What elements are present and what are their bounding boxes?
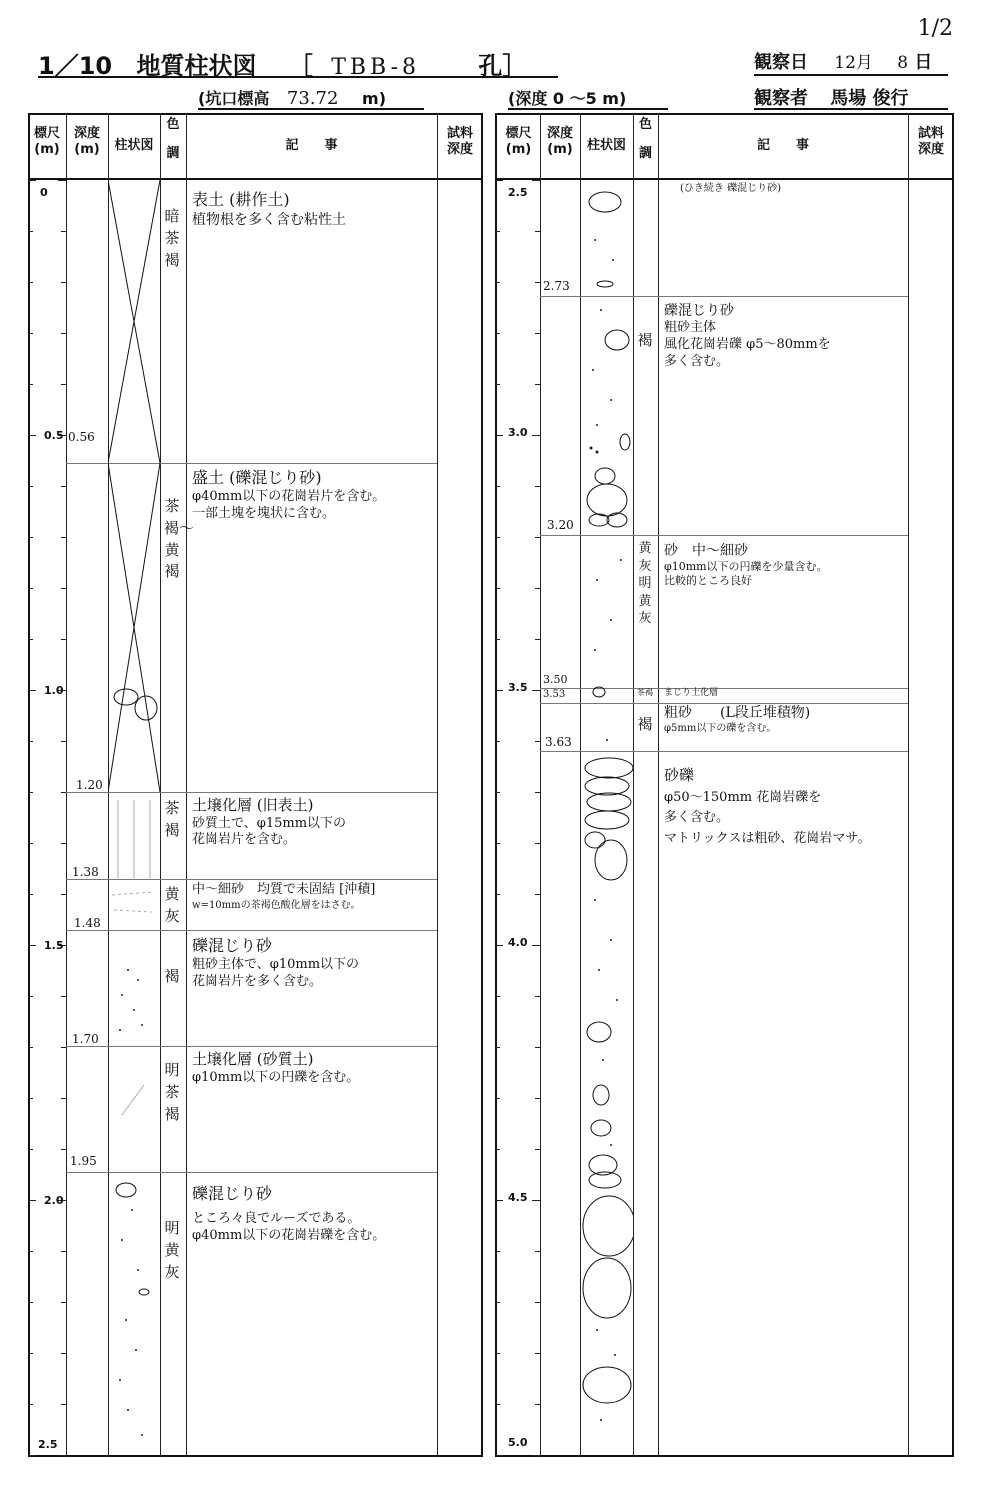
right-notes-0 <box>680 182 904 195</box>
left-color-0: 暗茶褐 <box>164 207 180 269</box>
left-col-divider-5 <box>437 113 438 1457</box>
observation-month: 12月 <box>834 53 873 73</box>
scale-tick <box>28 486 33 487</box>
note-line: 比較的ところ良好 <box>664 574 752 588</box>
scale-tick <box>532 1455 540 1456</box>
collar-underline <box>198 108 424 110</box>
scale-tick <box>61 537 66 538</box>
scale-tick <box>61 1302 66 1303</box>
scale-tick <box>28 690 36 691</box>
scale-tick <box>535 537 540 538</box>
left-depth-1-70: 1.70 <box>72 1032 99 1046</box>
right-tick-3-0: 3.0 <box>508 426 528 439</box>
scale-tick <box>495 690 503 691</box>
right-tick-2-5: 2.5 <box>508 186 528 199</box>
scale-tick <box>495 1047 500 1048</box>
note-line: 礫混じり砂 <box>664 303 734 319</box>
left-header-column: 柱状図 <box>114 138 154 153</box>
scale-tick <box>495 180 503 181</box>
scale-tick <box>61 996 66 997</box>
observation-date-label: 観察日 <box>754 52 808 73</box>
scale-tick <box>535 741 540 742</box>
scale-tick <box>535 1251 540 1252</box>
note-line: マトリックスは粗砂、花崗岩マサ。 <box>664 831 871 847</box>
left-notes-5 <box>192 1050 432 1086</box>
left-depth-1-48: 1.48 <box>74 916 101 930</box>
note-line: 粗砂 (L段丘堆積物) <box>664 705 811 721</box>
scale-tick <box>28 1098 33 1099</box>
scale-tick <box>535 1098 540 1099</box>
note-line: 表土 (耕作土) <box>192 190 290 209</box>
right-column-graphic <box>581 180 633 1456</box>
observation-day: 8 <box>897 53 909 73</box>
left-notes-2 <box>192 796 432 849</box>
scale-tick <box>535 1353 540 1354</box>
scale-tick <box>28 639 33 640</box>
scale-tick <box>28 231 33 232</box>
scale-tick <box>532 1200 540 1201</box>
left-tick-2-5: 2.5 <box>38 1438 58 1451</box>
left-header-color: 色 調 <box>166 117 180 161</box>
note-line: 多く含む。 <box>664 353 730 369</box>
title-scale: 1／10 <box>38 52 113 80</box>
right-notes-5 <box>664 766 904 848</box>
left-header-scale: 標尺 (m) <box>33 126 60 157</box>
note-line: まじり土化層 <box>664 688 719 698</box>
scale-tick <box>495 1302 500 1303</box>
collar-unit: m) <box>362 89 386 108</box>
scale-tick <box>495 588 500 589</box>
scale-tick <box>28 741 33 742</box>
scale-tick <box>495 282 500 283</box>
left-tick-0-5: 0.5 <box>44 429 64 442</box>
title-bracket: ［ <box>288 52 313 80</box>
collar-label: (坑口標高 <box>198 89 270 108</box>
hole-id: TBB-8 <box>331 55 421 80</box>
scale-tick <box>61 741 66 742</box>
scale-tick <box>495 741 500 742</box>
scale-tick <box>28 1404 33 1405</box>
scale-tick <box>28 537 33 538</box>
note-line: 砂質土で、φ15mm以下の <box>192 815 347 831</box>
depth-range: (深度 0 ～5 m) <box>508 89 627 108</box>
scale-tick <box>495 1251 500 1252</box>
note-line: 風化花崗岩礫 φ5〜80mmを <box>664 337 831 353</box>
scale-tick <box>61 588 66 589</box>
right-col-divider-4 <box>658 113 659 1457</box>
note-line: 土壌化層 (砂質土) <box>192 1050 314 1068</box>
scale-tick <box>535 639 540 640</box>
left-depth-1-95: 1.95 <box>70 1154 97 1168</box>
scale-tick <box>532 435 540 436</box>
scale-tick <box>28 333 33 334</box>
right-notes-4 <box>664 704 904 735</box>
scale-tick <box>58 180 66 181</box>
range-underline <box>508 108 668 110</box>
left-header-divider <box>28 178 483 180</box>
right-depth-3-53: 3.53 <box>543 689 566 700</box>
scale-tick <box>535 792 540 793</box>
left-color-5: 明茶褐 <box>164 1061 180 1123</box>
scale-tick <box>28 588 33 589</box>
left-color-1: 茶褐〜黄褐 <box>164 497 195 581</box>
scale-tick <box>28 1353 33 1354</box>
scale-tick <box>495 1404 500 1405</box>
scale-tick <box>532 945 540 946</box>
scale-tick <box>495 384 500 385</box>
left-col-divider-1 <box>66 113 67 1457</box>
note-line: 礫混じり砂 <box>192 1184 273 1203</box>
note-line: 砂礫 <box>664 766 695 784</box>
scale-tick <box>61 1251 66 1252</box>
left-col-divider-4 <box>186 113 187 1457</box>
left-col-divider-3 <box>160 113 161 1457</box>
scale-tick <box>61 1047 66 1048</box>
scale-tick <box>535 843 540 844</box>
right-header-sample: 試料 深度 <box>917 126 944 157</box>
scale-tick <box>28 1047 33 1048</box>
left-tick-2-0: 2.0 <box>44 1194 64 1207</box>
right-color-4: 褐 <box>637 715 653 733</box>
right-tick-4-5: 4.5 <box>508 1191 528 1204</box>
left-notes-4 <box>192 936 432 991</box>
scale-tick <box>495 945 503 946</box>
note-line: (ひき続き 礫混じり砂) <box>680 183 781 194</box>
note-line: 花崗岩片を多く含む。 <box>192 973 323 989</box>
right-header-color: 色 調 <box>638 117 652 161</box>
scale-tick <box>61 843 66 844</box>
left-header-depth: 深度 (m) <box>73 126 100 157</box>
right-tick-3-5: 3.5 <box>508 681 528 694</box>
scale-tick <box>28 996 33 997</box>
scale-tick <box>495 1098 500 1099</box>
right-col-divider-5 <box>908 113 909 1457</box>
scale-tick <box>28 1302 33 1303</box>
right-notes-1 <box>664 302 904 371</box>
scale-tick <box>61 231 66 232</box>
scale-tick <box>58 1455 66 1456</box>
right-color-3: 茶褐 <box>637 688 653 697</box>
scale-tick <box>28 1251 33 1252</box>
scale-tick <box>535 282 540 283</box>
right-notes-3 <box>664 688 904 700</box>
title-name: 地質柱状図 <box>136 52 257 80</box>
observer <box>754 84 909 110</box>
observation-date <box>754 48 932 75</box>
scale-tick <box>495 1149 500 1150</box>
note-line: φ10mm以下の円礫を含む。 <box>192 1069 360 1085</box>
scale-tick <box>28 1455 36 1456</box>
scale-tick <box>28 945 36 946</box>
date-underline <box>754 74 948 76</box>
scale-tick <box>535 333 540 334</box>
scale-tick <box>28 282 33 283</box>
right-depth-3-50: 3.50 <box>543 673 568 686</box>
observer-underline <box>754 108 948 110</box>
right-depth-2-73: 2.73 <box>543 279 570 293</box>
scale-tick <box>495 486 500 487</box>
note-line: 砂 中〜細砂 <box>664 543 748 559</box>
scale-tick <box>535 1149 540 1150</box>
right-header-column: 柱状図 <box>586 138 626 153</box>
left-tick-1-0: 1.0 <box>44 684 64 697</box>
scale-tick <box>28 384 33 385</box>
scale-tick <box>61 639 66 640</box>
scale-tick <box>28 180 36 181</box>
scale-tick <box>535 1047 540 1048</box>
left-notes-0 <box>192 190 432 229</box>
left-tick-1-5: 1.5 <box>44 939 64 952</box>
scale-tick <box>61 1098 66 1099</box>
hole-suffix: 孔］ <box>478 52 527 80</box>
left-depth-1-20: 1.20 <box>76 778 103 792</box>
note-line: 中〜細砂 均質で未固結 [沖積] <box>192 882 376 897</box>
note-line: 植物根を多く含む粘性土 <box>192 211 346 228</box>
scale-tick <box>495 843 500 844</box>
right-depth-3-20: 3.20 <box>547 518 574 532</box>
note-line: 盛土 (礫混じり砂) <box>192 468 322 487</box>
scale-tick <box>535 384 540 385</box>
scale-tick <box>61 894 66 895</box>
right-color-1: 褐 <box>637 331 653 349</box>
scale-tick <box>535 486 540 487</box>
scale-tick <box>532 180 540 181</box>
scale-tick <box>495 1455 503 1456</box>
left-color-6: 明黄灰 <box>164 1219 180 1281</box>
right-col-divider-3 <box>633 113 634 1457</box>
page-number: 1/2 <box>917 16 953 41</box>
scale-tick <box>61 282 66 283</box>
scale-tick <box>61 1149 66 1150</box>
note-line: φ40mm以下の花崗岩礫を含む。 <box>192 1227 386 1243</box>
scale-tick <box>495 1200 503 1201</box>
scale-tick <box>28 435 36 436</box>
right-header-notes: 記 事 <box>756 138 809 153</box>
note-line: φ10mm以下の円礫を少量含む。 <box>664 560 828 574</box>
scale-tick <box>535 996 540 997</box>
note-line: 礫混じり砂 <box>192 936 273 955</box>
right-tick-4-0: 4.0 <box>508 936 528 949</box>
scale-tick <box>28 1200 36 1201</box>
right-col-divider-1 <box>540 113 541 1457</box>
scale-tick <box>495 231 500 232</box>
note-line: 多く含む。 <box>664 810 730 826</box>
scale-tick <box>495 537 500 538</box>
scale-tick <box>535 894 540 895</box>
scale-tick <box>495 792 500 793</box>
right-tick-5-0: 5.0 <box>508 1436 528 1449</box>
scale-tick <box>495 435 503 436</box>
right-notes-2 <box>664 542 904 589</box>
note-line: 花崗岩片を含む。 <box>192 832 297 848</box>
left-column-graphic <box>108 180 160 1456</box>
left-color-4: 褐 <box>164 967 180 985</box>
observer-name: 馬場 俊行 <box>830 88 909 109</box>
scale-tick <box>495 894 500 895</box>
left-header-notes: 記 事 <box>285 138 338 153</box>
note-line: w=10mmの茶褐色酸化層をはさむ。 <box>192 899 361 911</box>
right-depth-3-63: 3.63 <box>545 735 572 749</box>
right-color-2: 黄灰明黄灰 <box>638 541 652 627</box>
right-header-depth: 深度 (m) <box>546 126 573 157</box>
left-notes-3 <box>192 882 436 912</box>
scale-tick <box>535 231 540 232</box>
scale-tick <box>61 486 66 487</box>
right-header-divider <box>495 178 954 180</box>
scale-tick <box>495 639 500 640</box>
note-line: 土壌化層 (旧表土) <box>192 796 314 814</box>
left-notes-1 <box>192 468 432 523</box>
scale-tick <box>28 843 33 844</box>
right-header-scale: 標尺 (m) <box>505 126 532 157</box>
scale-tick <box>61 384 66 385</box>
left-color-2: 茶褐 <box>164 799 180 839</box>
title-underline <box>38 76 558 78</box>
scale-tick <box>61 333 66 334</box>
note-line: φ5mm以下の礫を含む。 <box>664 723 777 735</box>
left-notes-6 <box>192 1184 432 1245</box>
left-depth-1-38: 1.38 <box>72 865 99 879</box>
left-tick-0: 0 <box>40 186 48 199</box>
scale-tick <box>28 792 33 793</box>
scale-tick <box>495 996 500 997</box>
note-line: 一部土塊を塊状に含む。 <box>192 505 336 521</box>
scale-tick <box>61 1404 66 1405</box>
note-line: φ50〜150mm 花崗岩礫を <box>664 789 822 805</box>
left-header-sample: 試料 深度 <box>446 126 473 157</box>
scale-tick <box>535 588 540 589</box>
scale-tick <box>28 1149 33 1150</box>
collar-value: 73.72 <box>286 88 339 109</box>
scale-tick <box>535 1302 540 1303</box>
note-line: ところ々良でルーズである。 <box>192 1210 361 1226</box>
observation-day-suffix: 日 <box>914 52 933 73</box>
note-line: 粗砂主体で、φ10mm以下の <box>192 956 360 972</box>
observer-label: 観察者 <box>754 88 808 109</box>
scale-tick <box>495 333 500 334</box>
note-line: 粗砂主体 <box>664 320 717 336</box>
scale-tick <box>535 1404 540 1405</box>
note-line: φ40mm以下の花崗岩片を含む。 <box>192 488 386 504</box>
left-depth-0-56: 0.56 <box>68 430 95 444</box>
scale-tick <box>61 1353 66 1354</box>
left-color-3: 黄灰 <box>164 885 180 925</box>
scale-tick <box>532 690 540 691</box>
scale-tick <box>28 894 33 895</box>
scale-tick <box>495 1353 500 1354</box>
